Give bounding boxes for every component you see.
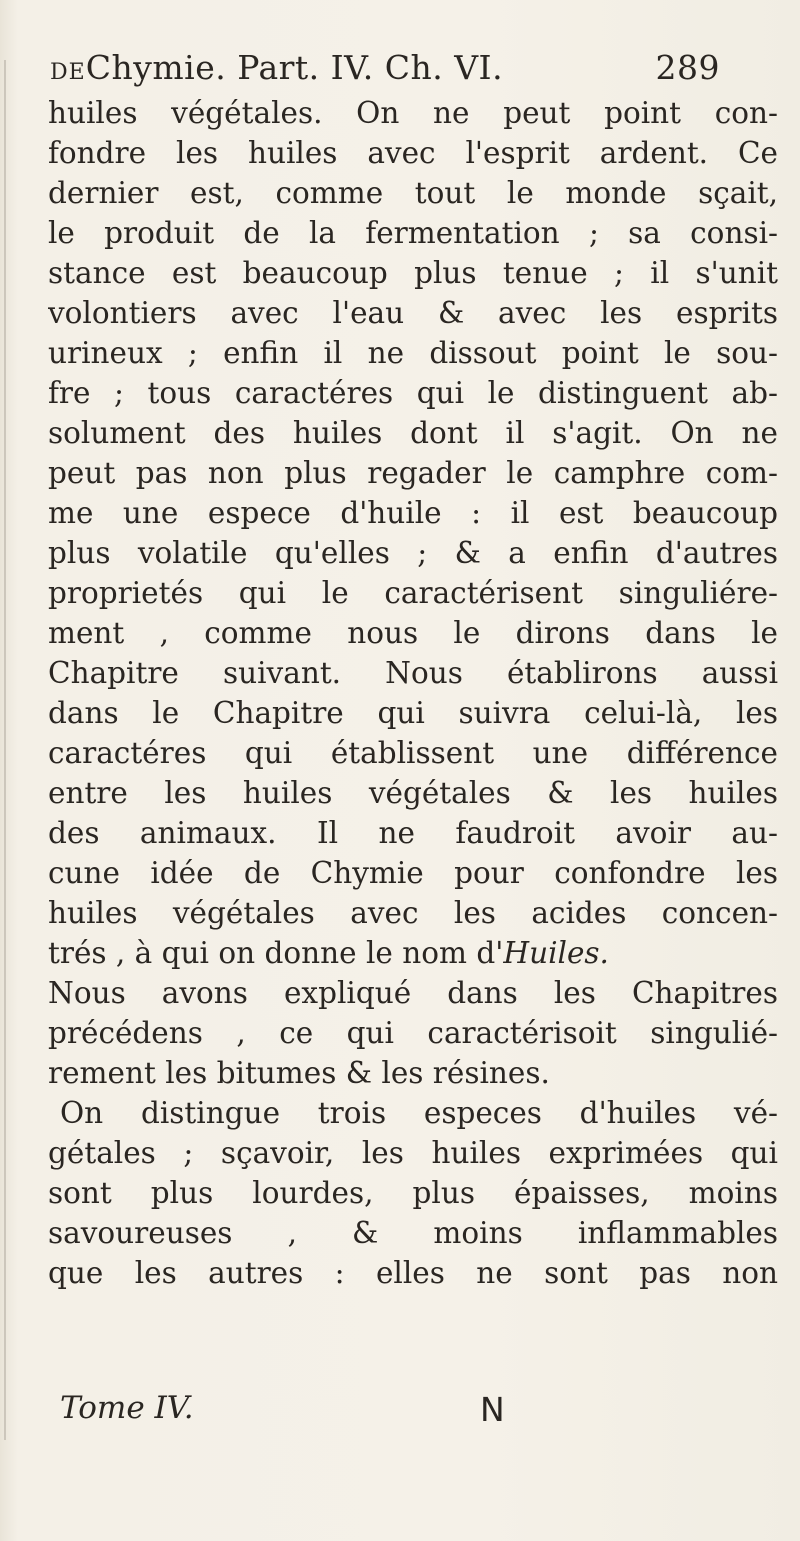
text-line: plus volatile qu'elles ; & a enfin d'autres [48, 536, 778, 570]
running-head-title: Chymie. [85, 48, 227, 87]
volume-label: Tome IV. [60, 1390, 194, 1426]
text-line: savoureuses , & moins inflammables [48, 1216, 778, 1250]
text-line: fondre les huiles avec l'esprit ardent. Ce [48, 136, 778, 170]
text-line: entre les huiles végétales & les huiles [48, 776, 778, 810]
text-line: me une espece d'huile : il est beaucoup [48, 496, 778, 530]
text-line: rement les bitumes & les résines. [48, 1056, 550, 1090]
text-line: solument des huiles dont il s'agit. On ne [48, 416, 778, 450]
text-line-lead: trés , à qui on donne le nom d' [48, 936, 504, 970]
text-line: urineux ; enfin il ne dissout point le sou- [48, 336, 778, 370]
running-head-prefix: DE [50, 60, 86, 85]
text-line: précédens , ce qui caractérisoit singulié- [48, 1016, 778, 1050]
body-text [48, 93, 778, 1293]
text-line: gétales ; sçavoir, les huiles exprimées qui [48, 1136, 778, 1170]
text-line: Chapitre suivant. Nous établirons aussi [48, 656, 778, 690]
running-head-chapter: Ch. VI. [384, 48, 504, 87]
text-line: peut pas non plus regader le camphre com- [48, 456, 778, 490]
running-head [50, 48, 770, 92]
text-line: fre ; tous caractéres qui le distinguent ab- [48, 376, 778, 410]
text-line: dernier est, comme tout le monde sçait, [48, 176, 778, 210]
page-number: 289 [655, 48, 720, 87]
paragraph-first-line: On distingue trois especes d'huiles vé- [60, 1096, 778, 1130]
text-line: ment , comme nous le dirons dans le [48, 616, 778, 650]
text-line: proprietés qui le caractérisent singuliére- [48, 576, 778, 610]
page-footer [60, 1390, 760, 1434]
text-line: huiles végétales. On ne peut point con- [48, 96, 778, 130]
text-line: Nous avons expliqué dans les Chapitres [48, 976, 778, 1010]
text-line: volontiers avec l'eau & avec les esprits [48, 296, 778, 330]
text-line: huiles végétales avec les acides concen- [48, 896, 778, 930]
italic-term: Huiles. [503, 936, 609, 970]
text-line: que les autres : elles ne sont pas non [48, 1256, 778, 1290]
signature-mark: N [480, 1390, 505, 1429]
page-gutter-edge [4, 60, 6, 1440]
text-line: le produit de la fermentation ; sa consi- [48, 216, 778, 250]
running-head-part: Part. IV. [237, 48, 374, 87]
text-line: cune idée de Chymie pour confondre les [48, 856, 778, 890]
text-line: stance est beaucoup plus tenue ; il s'unit [48, 256, 778, 290]
text-line: sont plus lourdes, plus épaisses, moins [48, 1176, 778, 1210]
text-line: des animaux. Il ne faudroit avoir au- [48, 816, 778, 850]
text-line-with-term [48, 933, 778, 973]
text-line: dans le Chapitre qui suivra celui-là, les [48, 696, 778, 730]
text-line: caractéres qui établissent une différence [48, 736, 778, 770]
